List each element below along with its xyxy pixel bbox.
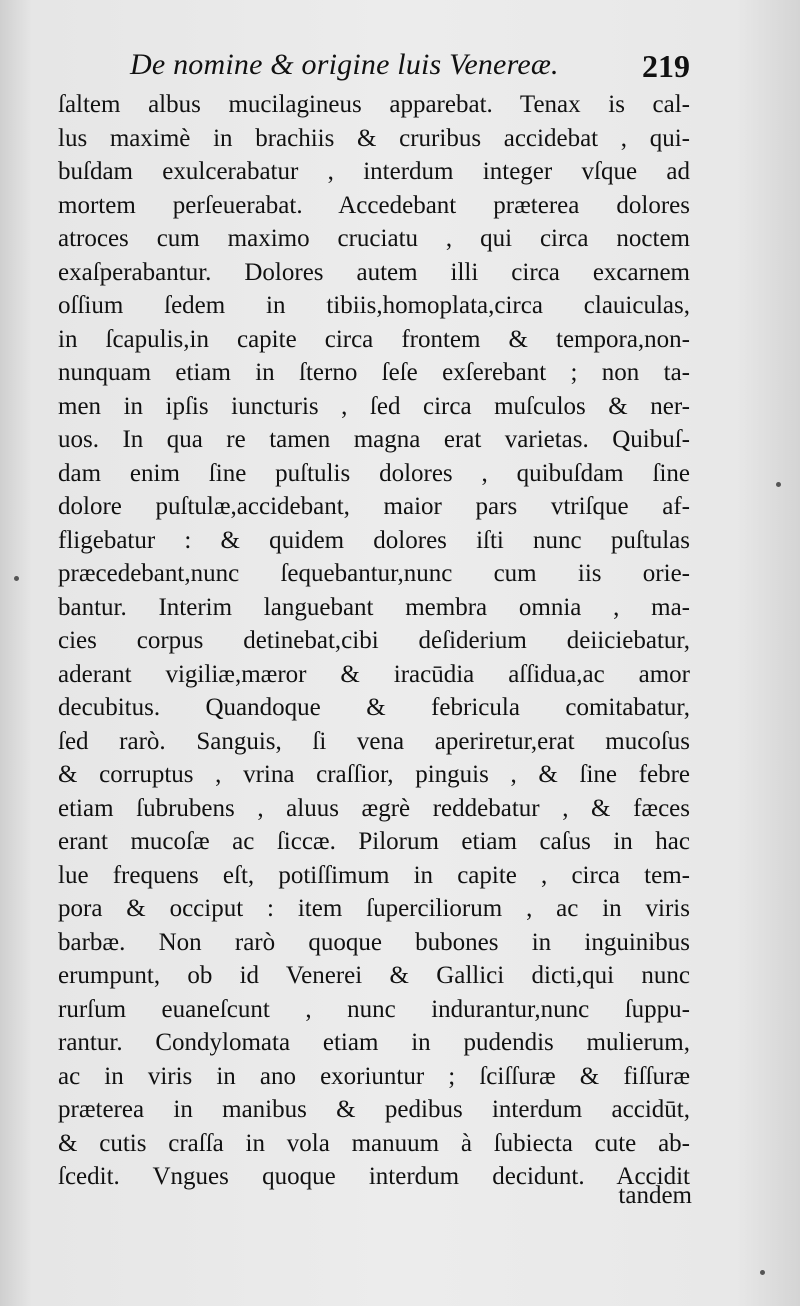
text-line: præcedebant,nunc ſequebantur,nunc cum iis orie- [58,560,690,587]
text-line: exaſperabantur. Dolores autem illi circa excarnem [58,258,690,286]
text-line: rurſum euaneſcunt , nunc indurantur,nunc ſuppu- [58,995,690,1023]
text-line: & cutis craſſa in vola manuum à ſubiecta cute ab- [58,1129,690,1157]
text-line: etiam ſubrubens , aluus ægrè reddebatur , & fæces [58,794,690,822]
text-line: lue frequens eſt, potiſſimum in capite , circa tem- [58,861,690,889]
text-line: ſed rarò. Sanguis, ſi vena aperiretur,erat mucoſus [58,727,690,755]
text-line: fligebatur : & quidem dolores iſti nunc puſtulas [58,526,690,554]
text-line: dam enim ſine puſtulis dolores , quibuſdam ſine [58,459,690,487]
text-line: dolore puſtulæ,accidebant, maior pars vtriſque af- [58,493,690,520]
margin-speck [776,482,781,487]
text-line: in ſcapulis,in capite circa frontem & tempora,non- [58,325,690,353]
text-line: cies corpus detinebat,cibi deſiderium deiiciebatur, [58,627,690,654]
text-line: atroces cum maximo cruciatu , qui circa noctem [58,225,690,252]
page-number: 219 [642,48,690,84]
text-line: aderant vigiliæ,mæror & iracūdia aſſidua,ac amor [58,660,690,688]
text-line: rantur. Condylomata etiam in pudendis mulierum, [58,1029,690,1056]
margin-speck [760,1270,765,1275]
text-line: barbæ. Non rarò quoque bubones in inguinibus [58,928,690,956]
margin-speck [14,576,19,581]
page-header [130,48,690,88]
catchword: tandem [618,1182,692,1209]
text-line: ſaltem albus mucilagineus apparebat. Tenax is cal- [58,91,690,118]
text-line: pora & occiput : item ſuperciliorum , ac in viris [58,895,690,922]
text-line: & corruptus , vrina craſſior, pinguis , & ſine febre [58,761,690,788]
text-line: oſſium ſedem in tibiis,homoplata,circa clauiculas, [58,292,690,319]
text-line: men in ipſis iuncturis , ſed circa muſculos & ner- [58,392,690,420]
text-line: mortem perſeuerabat. Accedebant præterea dolores [58,191,690,219]
text-line: erumpunt, ob id Venerei & Gallici dicti,qui nunc [58,962,690,989]
text-line: ſcedit. Vngues quoque interdum decidunt. Accidit [58,1163,690,1190]
text-line: lus maximè in brachiis & cruribus accidebat , qui- [58,124,690,152]
text-line: decubitus. Quandoque & febricula comitabatur, [58,694,690,721]
text-line: bantur. Interim languebant membra omnia , ma- [58,593,690,621]
text-line: præterea in manibus & pedibus interdum accidūt, [58,1096,690,1123]
text-line: buſdam exulcerabatur , interdum integer vſque ad [58,158,690,185]
running-title: De nomine & origine luis Venereæ. [130,48,559,81]
body-text [58,88,690,1194]
text-line: nunquam etiam in ſterno ſeſe exſerebant ; non ta- [58,359,690,386]
text-line: erant mucoſæ ac ſiccæ. Pilorum etiam caſus in hac [58,828,690,855]
text-line: ac in viris in ano exoriuntur ; ſciſſuræ & fiſſuræ [58,1062,690,1090]
text-line: uos. In qua re tamen magna erat varietas. Quibuſ- [58,426,690,453]
